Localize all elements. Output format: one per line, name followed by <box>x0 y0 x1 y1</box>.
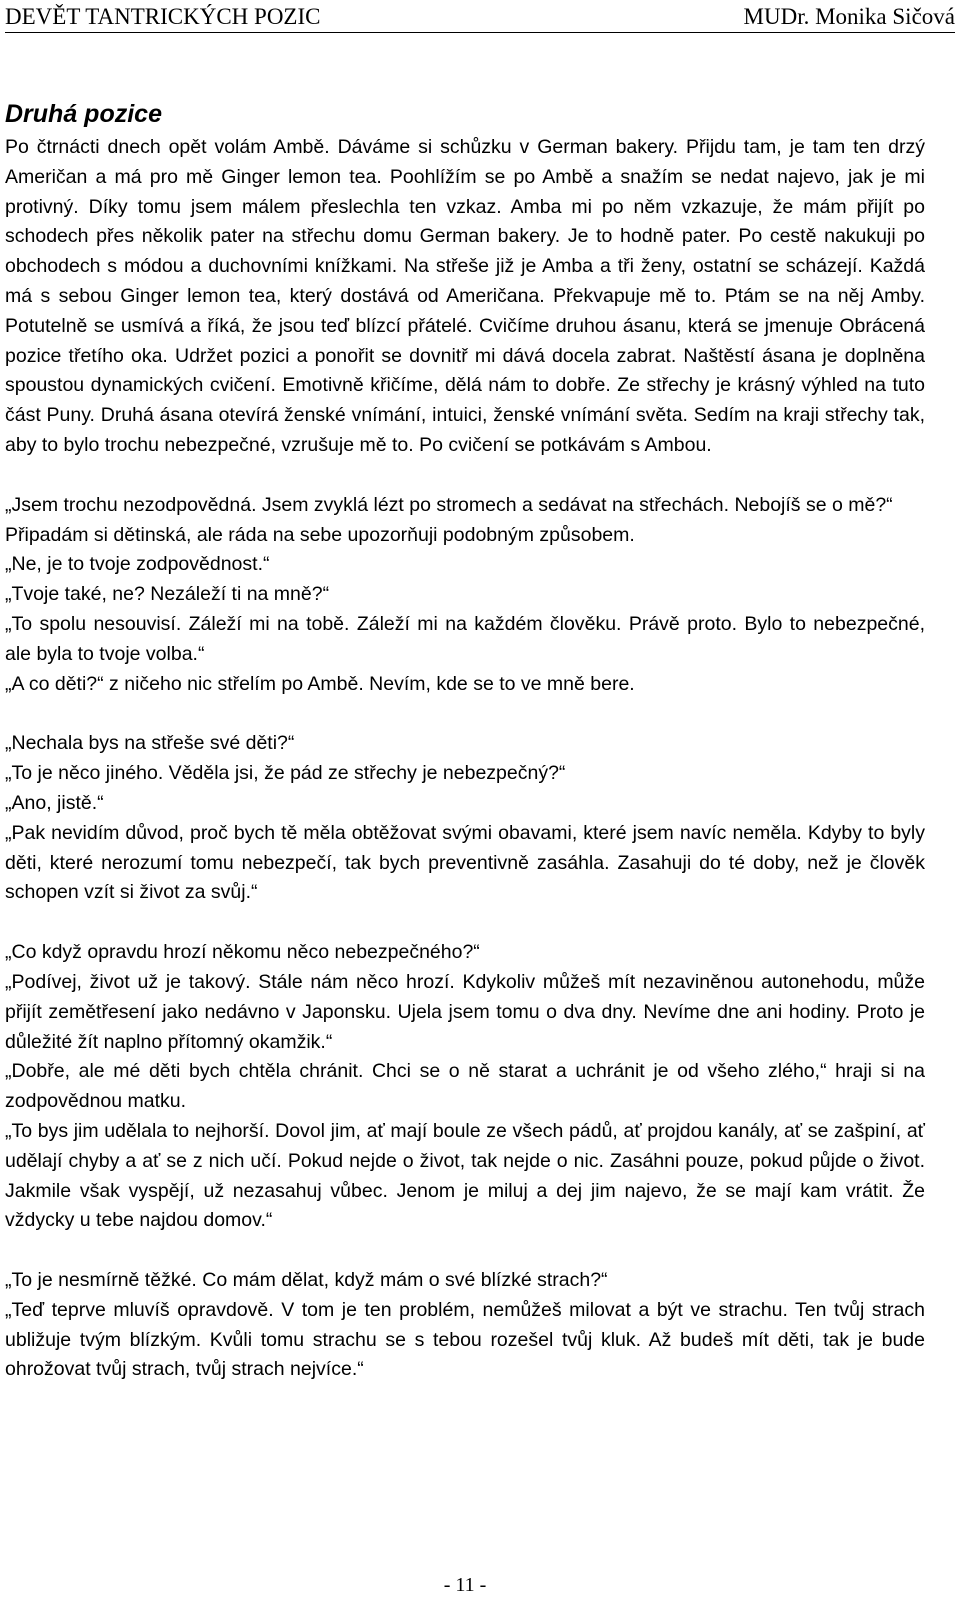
dialogue-line: „To je něco jiného. Věděla jsi, že pád ze střechy je nebezpečný?“ <box>5 762 566 785</box>
header-book-title: DEVĚT TANTRICKÝCH POZIC <box>5 4 321 29</box>
paragraph-gap <box>5 461 925 491</box>
paragraph-gap <box>5 908 925 938</box>
header-author: MUDr. Monika Sičová <box>743 4 955 29</box>
dialogue-line: „Dobře, ale mé děti bych chtěla chránit. Chci se o ně starat a uchránit je od všeho zlého,“ hraji si na zodpovědnou matku. <box>5 1060 925 1113</box>
paragraph-narrative: Po čtrnácti dnech opět volám Ambě. Dáváme si schůzku v German bakery. Přijdu tam, je tam ten drzý Američan a má pro mě Ginger lemon tea. Poohlížím se po Ambě a snažím se nedat najevo, jak je mi protivný. Díky tomu jsem málem přeslechla ten vzkaz. Amba mi po něm vzkazuje, že mám přijít po schodech přes několik pater na střechu domu German bakery. Je to hodně pater. Po cestě nakukuji po obchodech s módou a duchovními knížkami. Na střeše již je Amba a tři ženy, ostatní se scházejí. Každá má s sebou Ginger lemon tea, který dostává od Američana. Překvapuje mě to. Ptám se na něj Amby. Potutelně se usmívá a říká, že jsou teď blízcí přátelé. Cvičíme druhou ásanu, která se jmenuje Obrácená pozice třetího oka. Udržet pozici a ponořit se dovnitř mi dává docela zabrat. Naštěstí ásana je doplněna spoustou dynamických cvičení. Emotivně křičíme, dělá nám to dobře. Ze střechy je krásný výhled na tuto část Puny. Druhá ásana otevírá ženské vnímání, intuici, ženské vnímání světa. Sedím na kraji střechy tak, aby to bylo trochu nebezpečné, vzrušuje mě to. Po cvičení se potkávám s Ambou. <box>5 136 925 456</box>
dialogue-line: „Jsem trochu nezodpovědná. Jsem zvyklá lézt po stromech a sedávat na střechách. Nebojíš se o mě?“ <box>5 493 893 516</box>
dialogue-line: „Ne, je to tvoje zodpovědnost.“ <box>5 553 270 576</box>
dialogue-line: „To bys jim udělala to nejhorší. Dovol jim, ať mají boule ze všech pádů, ať projdou kanály, ať se zašpiní, ať udělají chyby a ať se z nich učí. Pokud nejde o život, tak nejde o nic. Zasáhni pouze, pokud půjde o život. Jakmile však vyspějí, už nezasahuj vůbec. Jenom je miluj a dej jim najevo, že se mají kam vrátit. Že vždycky u tebe najdou domov.“ <box>5 1119 925 1232</box>
paragraph-gap <box>5 1236 925 1266</box>
dialogue-line: „Teď teprve mluvíš opravdově. V tom je ten problém, nemůžeš milovat a být ve strachu. Ten tvůj strach ubližuje tvým blízkým. Kvůli tomu strachu se s tebou rozešel tvůj kluk. Až budeš mít děti, tak je bude ohrožovat tvůj strach, tvůj strach nejvíce.“ <box>5 1298 925 1381</box>
paragraph-gap <box>5 699 925 729</box>
dialogue-line: „Podívej, život už je takový. Stále nám něco hrozí. Kdykoliv můžeš mít nezaviněnou autonehodu, může přijít zemětřesení jako nedávno v Japonsku. Ujela jsem tomu o dva dny. Nevíme dne ani hodiny. Proto je důležité žít naplno přítomný okamžik.“ <box>5 970 925 1053</box>
dialogue-line: „A co děti?“ z ničeho nic střelím po Ambě. Nevím, kde se to ve mně bere. <box>5 672 635 695</box>
dialogue-line: „To je nesmírně těžké. Co mám dělat, když mám o své blízké strach?“ <box>5 1269 608 1292</box>
section-title: Druhá pozice <box>5 100 162 128</box>
dialogue-line: „Tvoje také, ne? Nezáleží ti na mně?“ <box>5 583 330 606</box>
narrative-line: Připadám si dětinská, ale ráda na sebe upozorňuji podobným způsobem. <box>5 523 635 546</box>
dialogue-line: „Co když opravdu hrozí někomu něco nebezpečného?“ <box>5 941 480 964</box>
dialogue-line: „Nechala bys na střeše své děti?“ <box>5 732 295 755</box>
dialogue-line: „To spolu nesouvisí. Záleží mi na tobě. Záleží mi na každém člověku. Právě proto. Bylo to nebezpečné, ale byla to tvoje volba.“ <box>5 612 925 665</box>
dialogue-line: „Pak nevidím důvod, proč bych tě měla obtěžovat svými obavami, které jsem navíc neměla. Kdyby to byly děti, které nerozumí tomu nebezpečí, tak bych preventivně zasáhla. Zasahuji do té doby, než je člověk schopen vzít si život za svůj.“ <box>5 821 925 904</box>
dialogue-line: „Ano, jistě.“ <box>5 791 104 814</box>
running-header <box>5 2 955 33</box>
page-number: - 11 - <box>443 1574 487 1596</box>
page-content <box>5 95 925 1385</box>
